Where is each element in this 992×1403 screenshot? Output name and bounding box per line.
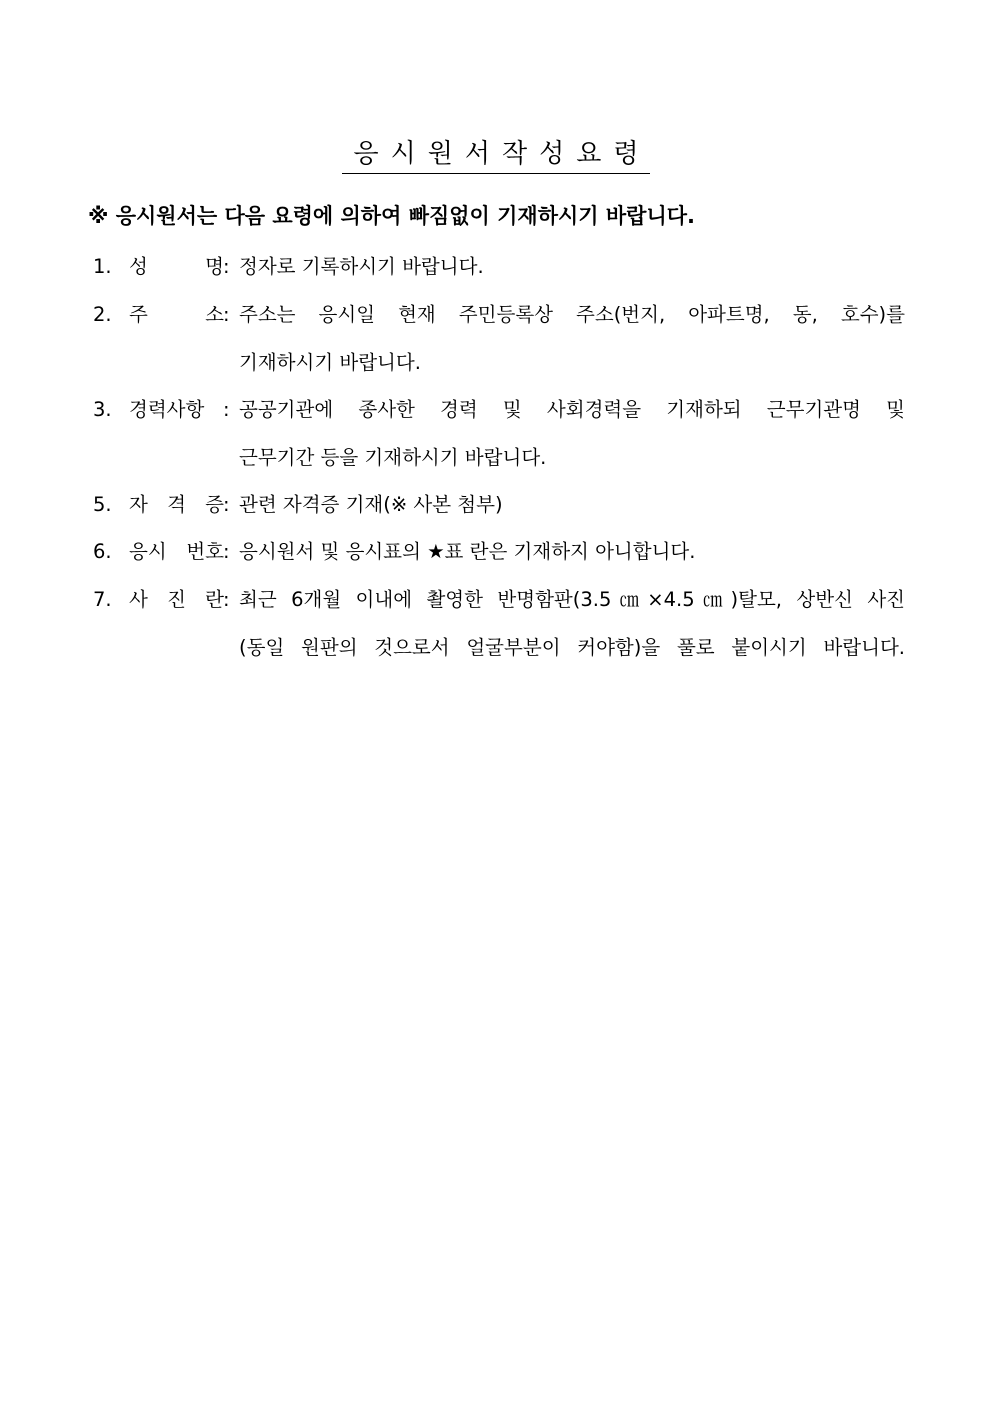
item-number: 5. [93,493,112,516]
item-text-line: 근무기간 등을 기재하시기 바랍니다. [239,446,547,469]
item-text [239,537,905,585]
item-colon: : [223,398,230,421]
item-label: 응시 번호 [129,540,224,563]
item-label: 사 진 란 [129,588,224,611]
item-text-line: 최근 6개월 이내에 촬영한 반명함판(3.5㎝×4.5㎝)탈모, 상반신 사진 [239,588,905,611]
item-text-line: 관련 자격증 기재(※ 사본 첨부) [239,493,503,516]
item-colon: : [223,255,230,278]
item-label: 주 소 [129,303,224,326]
item-number: 1. [93,255,112,278]
item-text-line: 기재하시기 바랍니다. [239,351,421,374]
item-label: 자 격 증 [129,493,224,516]
item-colon: : [223,493,230,516]
item-colon: : [223,540,230,563]
item-colon: : [223,588,230,611]
item-number: 3. [93,398,112,421]
item-text-line: 응시원서 및 응시표의 ★표 란은 기재하지 아니합니다. [239,540,696,563]
item-text [239,300,905,396]
item-text-line: (동일 원판의 것으로서 얼굴부분이 커야함)을 풀로 붙이시기 바랍니다. [239,636,905,659]
page-title [0,137,992,174]
page-title-text: 응시원서작성요령 [342,137,651,174]
item-text [239,395,905,491]
item-text-line: 공공기관에 종사한 경력 및 사회경력을 기재하되 근무기관명 및 [239,398,905,421]
item-colon: : [223,303,230,326]
item-text [239,252,905,300]
item-number: 7. [93,588,112,611]
item-text-line: 주소는 응시일 현재 주민등록상 주소(번지, 아파트명, 동, 호수)를 [239,303,905,326]
intro-note: ※ 응시원서는 다음 요령에 의하여 빠짐없이 기재하시기 바랍니다. [88,204,696,228]
item-number: 2. [93,303,112,326]
item-text-line: 정자로 기록하시기 바랍니다. [239,255,484,278]
item-label: 성 명 [129,255,224,278]
item-text [239,585,905,681]
item-text [239,490,905,538]
item-label: 경력사항 [129,398,205,421]
item-number: 6. [93,540,112,563]
